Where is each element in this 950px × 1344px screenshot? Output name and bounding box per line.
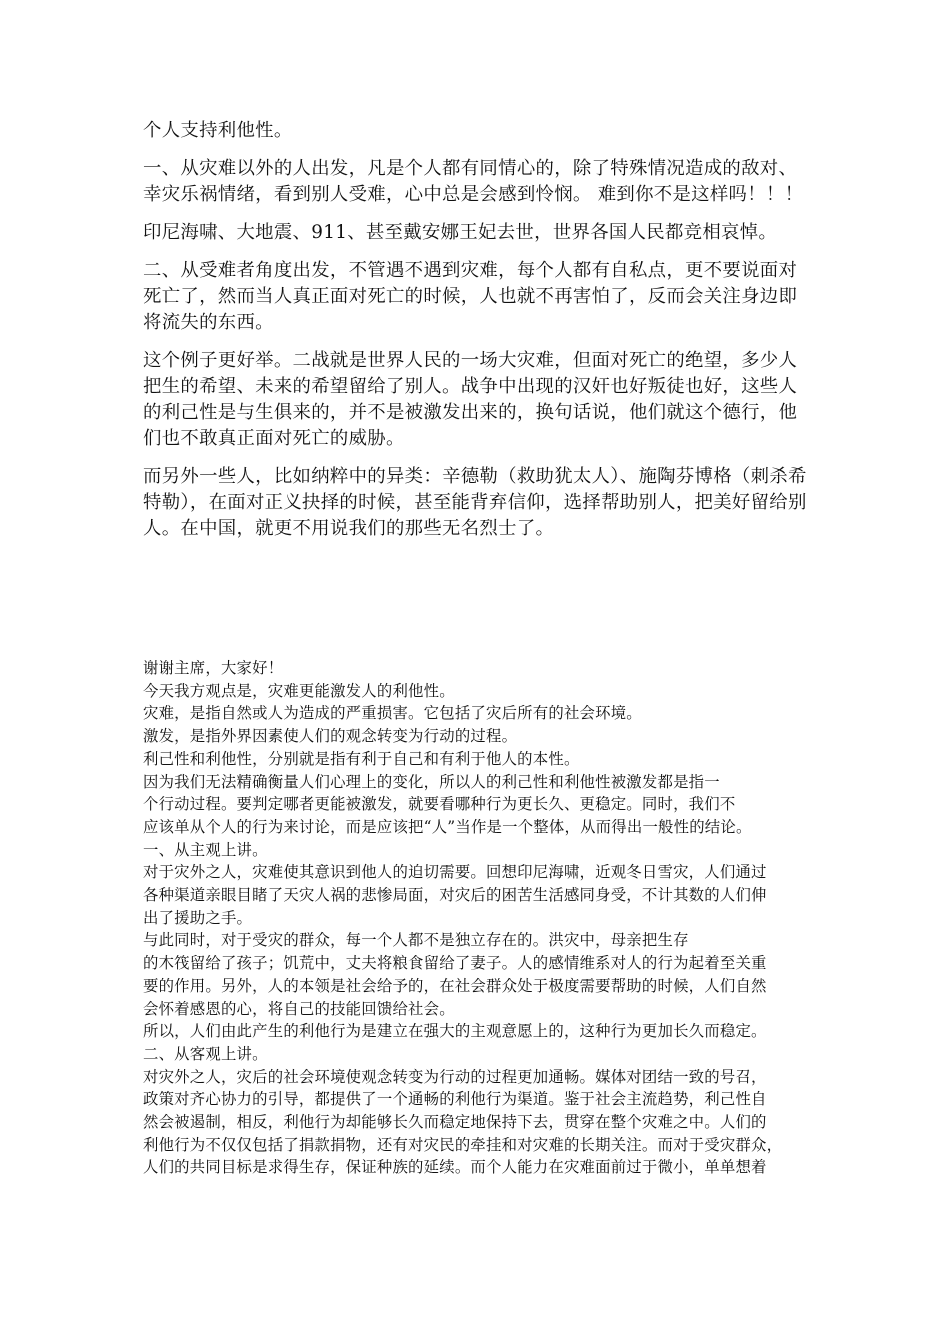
speech-line: 对于灾外之人，灾难使其意识到他人的迫切需要。回想印尼海啸，近观冬日雪灾，人们通过 [143,863,767,882]
speech-line: 与此同时，对于受灾的群众，每一个人都不是独立存在的。洪灾中，母亲把生存 [143,931,689,950]
paragraph: 个人支持利他性。 [143,120,293,141]
paragraph: 这个例子更好举。二战就是世界人民的一场大灾难，但面对死亡的绝望，多少人把生的希望、未来的希望留给了别人。战争中出现的汉奸也好叛徒也好，这些人的利己性是与生俱来的，并不是被激发出来的，换句话说，他们就这个德行，他们也不敢真正面对死亡的威胁。 [143,350,798,449]
speech-line: 然会被遏制，相反，利他行为却能够长久而稳定地保持下去，贯穿在整个灾难之中。人们的 [143,1113,767,1132]
speech-line: 应该单从个人的行为来讨论，而是应该把“人”当作是一个整体，从而得出一般性的结论。 [143,817,752,836]
speech-line: 人们的共同目标是求得生存，保证种族的延续。而个人能力在灾难面前过于微小，单单想着 [143,1158,767,1177]
speech-line: 各种渠道亲眼目睹了天灾人祸的悲惨局面，对灾后的困苦生活感同身受，不计其数的人们伸 [143,886,767,905]
speech-line: 所以，人们由此产生的利他行为是建立在强大的主观意愿上的，这种行为更加长久而稳定。 [143,1022,767,1041]
opinion-section [143,118,813,554]
speech-line: 二、从客观上讲。 [143,1044,268,1063]
speech-line: 因为我们无法精确衡量人们心理上的变化，所以人的利己性和利他性被激发都是指一 [143,772,720,791]
speech-line: 政策对齐心协力的引导，都提供了一个通畅的利他行为渠道。鉴于社会主流趋势，利己性自 [143,1090,767,1109]
speech-line: 灾难，是指自然或人为造成的严重损害。它包括了灾后所有的社会环境。 [143,704,642,723]
paragraph: 一、从灾难以外的人出发，凡是个人都有同情心的，除了特殊情况造成的敌对、幸灾乐祸情绪，看到别人受难，心中总是会感到怜悯。 难到你不是这样吗！！！ [143,158,804,205]
paragraph: 而另外一些人，比如纳粹中的异类：辛德勒（救助犹太人）、施陶芬博格（刺杀希特勒），在面对正义抉择的时候，甚至能背弃信仰，选择帮助别人，把美好留给别人。在中国，就更不用说我们的那些无名烈士了。 [143,466,807,539]
speech-line: 会怀着感恩的心，将自己的技能回馈给社会。 [143,999,455,1018]
speech-line: 利己性和利他性，分别就是指有利于自己和有利于他人的本性。 [143,749,580,768]
speech-line: 对灾外之人，灾后的社会环境使观念转变为行动的过程更加通畅。媒体对团结一致的号召， [143,1067,767,1086]
speech-line: 出了援助之手。 [143,908,253,927]
speech-line: 的木筏留给了孩子；饥荒中，丈夫将粮食留给了妻子。人的感情维系对人的行为起着至关重 [143,954,767,973]
speech-line: 利他行为不仅仅包括了捐款捐物，还有对灾民的牵挂和对灾难的长期关注。而对于受灾群众， [143,1135,783,1154]
speech-line: 要的作用。另外，人的本领是社会给予的，在社会群众处于极度需要帮助的时候，人们自然 [143,976,767,995]
speech-line: 个行动过程。要判定哪者更能被激发，就要看哪种行为更长久、更稳定。同时，我们不 [143,795,736,814]
debate-speech-section [143,657,813,1179]
speech-line: 一、从主观上讲。 [143,840,268,859]
speech-line: 今天我方观点是，灾难更能激发人的利他性。 [143,681,455,700]
speech-line: 激发，是指外界因素使人们的观念转变为行动的过程。 [143,727,518,746]
speech-line: 谢谢主席，大家好！ [143,659,284,677]
paragraph: 二、从受难者角度出发，不管遇不遇到灾难，每个人都有自私点，更不要说面对死亡了，然而当人真正面对死亡的时候，人也就不再害怕了，反而会关注身边即将流失的东西。 [143,260,798,333]
paragraph: 印尼海啸、大地震、911、甚至戴安娜王妃去世，世界各国人民都竞相哀悼。 [143,222,778,243]
